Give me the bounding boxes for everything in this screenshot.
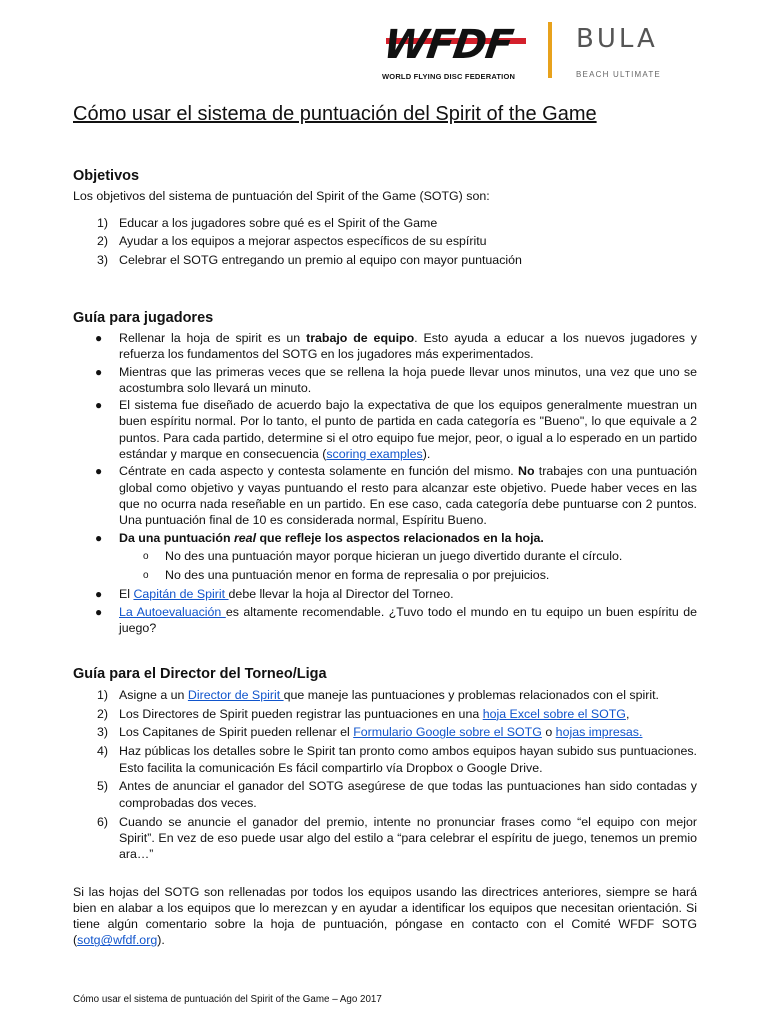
list-item: 3) Celebrar el SOTG entregando un premio al equipo con mayor puntuación — [97, 253, 522, 268]
heading-guia-director: Guía para el Director del Torneo/Liga — [73, 666, 327, 683]
objetivos-intro: Los objetivos del sistema de puntuación del Spirit of the Game (SOTG) son: — [73, 189, 490, 204]
list-item: ● Céntrate en cada aspecto y contesta solamente en función del mismo. No trabajes con una puntuación global como objetivo y vayas puntuando el resto para alcanzar este objetivo. Puede haber veces en las que no ocurra nada reseñable en un partido. En ese caso, cada categoría debe puntuarse con 2 puntos. Una puntuación final de 10 es considerada normal, Espíritu Bueno. — [95, 464, 697, 528]
list-item: 5) Antes de anunciar el ganador del SOTG asegúrese de que todas las puntuaciones han sido contadas y comprobadas dos veces. — [97, 779, 697, 810]
logo-divider — [548, 22, 552, 78]
list-item: ● El sistema fue diseñado de acuerdo bajo la expectativa de que los equipos generalmente muestran un buen espíritu normal. Por lo tanto, el punto de partida en cada categoría es "Bueno", lo que equivale a 2 puntos. Para cada partido, determine si el otro equipo fue mejor, peor, o igual a lo esperado en un partido estándar y marque en consecuencia (scoring examples). — [95, 398, 697, 462]
list-item: 4) Haz públicas los detalles sobre le Spirit tan pronto como ambos equipos hayan subido sus puntuaciones. Esto facilita la comunicación Es fácil compartirlo vía Dropbox o Google Drive. — [97, 744, 697, 775]
jugadores-list — [73, 330, 697, 636]
capitan-spirit-link[interactable]: Capitán de Spirit — [133, 587, 229, 602]
heading-guia-jugadores: Guía para jugadores — [73, 309, 214, 326]
list-item: ● El Capitán de Spirit debe llevar la hoja al Director del Torneo. — [95, 587, 454, 602]
bula-logo-word: BULA — [576, 24, 658, 54]
list-item: 2) Ayudar a los equipos a mejorar aspectos específicos de su espíritu — [97, 234, 487, 249]
sub-list-item: o No des una puntuación menor en forma de represalia o por prejuicios. — [143, 568, 550, 583]
list-item: 6) Cuando se anuncie el ganador del premio, intente no pronunciar frases como “el equipo con mejor Spirit”. En vez de eso puede usar algo del estilo a “para celebrar el espíritu de juego, tenemos un premio ara…” — [97, 814, 697, 862]
list-item: ● Da una puntuación real que refleje los aspectos relacionados en la hoja. o No des una puntuación mayor porque hicieran un juego divertido durante el círculo. o No des una puntuación menor en forma de represalia o por prejuicios. — [73, 530, 697, 584]
scoring-examples-link[interactable]: scoring examples — [326, 447, 423, 462]
section-objetivos — [73, 168, 697, 269]
printed-sheets-link[interactable]: hojas impresas. — [555, 725, 643, 740]
list-item: 1) Educar a los jugadores sobre qué es el Spirit of the Game — [97, 215, 438, 230]
list-item: 3) Los Capitanes de Spirit pueden rellenar el Formulario Google sobre el SOTG o hojas impresas. — [97, 725, 643, 740]
objetivos-list — [73, 215, 697, 269]
director-spirit-link[interactable]: Director de Spirit — [187, 687, 284, 702]
heading-objetivos: Objetivos — [73, 168, 140, 184]
sub-list — [119, 548, 697, 584]
wfdf-logo-word: WFDF — [380, 22, 516, 68]
section-guia-director — [73, 666, 697, 862]
excel-sotg-link[interactable]: hoja Excel sobre el SOTG — [482, 706, 626, 721]
document-title: Cómo usar el sistema de puntuación del Spirit of the Game — [73, 103, 597, 125]
list-item: 1) Asigne a un Director de Spirit que maneje las puntuaciones y problemas relacionados con el spirit. — [97, 687, 659, 702]
wfdf-logo — [380, 18, 530, 84]
list-item: ● La Autoevaluación es altamente recomendable. ¿Tuvo todo el mundo en tu equipo un buen espíritu de juego? — [95, 604, 698, 636]
bula-logo-subtitle: BEACH ULTIMATE — [576, 70, 661, 79]
google-form-link[interactable]: Formulario Google sobre el SOTG — [353, 725, 542, 740]
closing-paragraph: Si las hojas del SOTG son rellenadas por todos los equipos usando las directrices anteriores, siempre se hará bien en alabar a los equipos que lo merezcan y en ayudar a identificar los equipos que necesitan orientación. Si tiene algún comentario sobre la hoja de puntuación, póngase en contacto con el Comité WFDF SOTG (sotg@wfdf.org). — [73, 884, 697, 948]
list-item: ● Rellenar la hoja de spirit es un trabajo de equipo. Esto ayuda a educar a los nuevos jugadores y refuerza los fundamentos del SOTG en los jugadores más experimentados. — [95, 330, 698, 362]
sub-list-item: o No des una puntuación mayor porque hicieran un juego divertido durante el círculo. — [143, 548, 623, 563]
autoevaluacion-link[interactable]: La Autoevaluación — [119, 604, 226, 619]
director-list — [73, 687, 697, 863]
page-footer: Cómo usar el sistema de puntuación del Spirit of the Game – Ago 2017 — [73, 994, 382, 1005]
section-guia-jugadores — [73, 310, 697, 637]
list-item: ● Mientras que las primeras veces que se rellena la hoja puede llevar unos minutos, una vez que uno se acostumbra solo llevará un minuto. — [95, 364, 697, 395]
document-body — [73, 168, 697, 949]
wfdf-logo-tagline: WORLD FLYING DISC FEDERATION — [382, 72, 516, 81]
email-link[interactable]: sotg@wfdf.org — [77, 933, 158, 948]
list-item: 2) Los Directores de Spirit pueden registrar las puntuaciones en una hoja Excel sobre el SOTG, — [97, 706, 630, 721]
header-logos — [380, 18, 680, 84]
